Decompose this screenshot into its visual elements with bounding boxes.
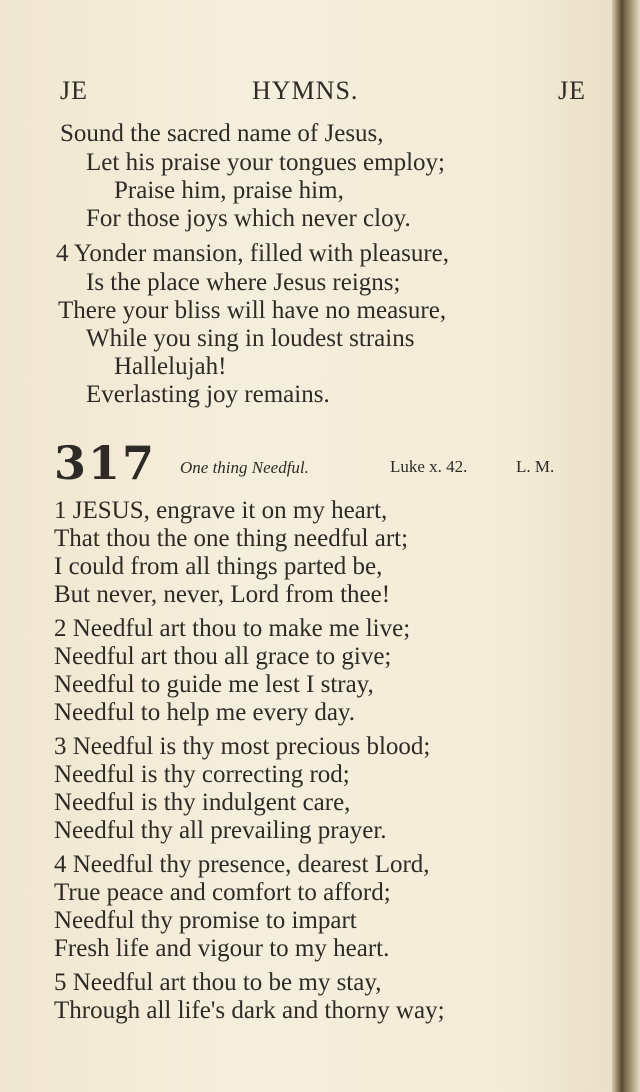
verse-line: Needful thy promise to impart [54,907,357,934]
verse-line: Needful is thy indulgent care, [54,789,351,816]
verse-line: 2 Needful art thou to make me live; [54,615,411,642]
verse-line: Through all life's dark and thorny way; [54,997,445,1024]
verse-line: That thou the one thing needful art; [54,525,409,552]
hymn-number: 317 [54,436,157,490]
hymn-meter: L. M. [516,457,555,476]
book-gutter [612,0,640,1092]
verse-line: Needful thy all prevailing prayer. [54,817,387,844]
verse-line: Praise him, praise him, [114,177,344,204]
verse-line: Sound the sacred name of Jesus, [60,120,384,147]
verse-line: Hallelujah! [114,353,227,380]
verse-line: Needful is thy correcting rod; [54,761,350,788]
header-left-catchword: JE [60,76,88,105]
verse-line: Needful to guide me lest I stray, [54,671,374,698]
verse-line: Is the place where Jesus reigns; [86,269,401,296]
verse-line: Needful to help me every day. [54,699,356,726]
verse-line: There your bliss will have no measure, [58,297,447,324]
verse-line: True peace and comfort to afford; [54,879,391,906]
verse-line: Needful art thou all grace to give; [54,643,392,670]
verse-line: While you sing in loudest strains [86,325,415,352]
verse-line: 1 JESUS, engrave it on my heart, [54,497,388,524]
verse-line: 5 Needful art thou to be my stay, [54,969,382,996]
verse-line: 4 Needful thy presence, dearest Lord, [54,851,430,878]
verse-line: For those joys which never cloy. [86,205,411,232]
hymn-title: One thing Needful. [180,458,309,477]
verse-line: 3 Needful is thy most precious blood; [54,733,431,760]
verse-line: I could from all things parted be, [54,553,383,580]
verse-line: Let his praise your tongues employ; [86,149,445,176]
header-right-catchword: JE [558,76,586,105]
running-header [0,76,612,110]
verse-line: Fresh life and vigour to my heart. [54,935,390,962]
hymn-heading [54,436,594,490]
header-title: HYMNS. [252,76,359,105]
verse-line: But never, never, Lord from thee! [54,581,391,608]
scripture-reference: Luke x. 42. [390,457,468,476]
verse-line: 4 Yonder mansion, filled with pleasure, [56,240,450,267]
verse-line: Everlasting joy remains. [86,381,330,408]
